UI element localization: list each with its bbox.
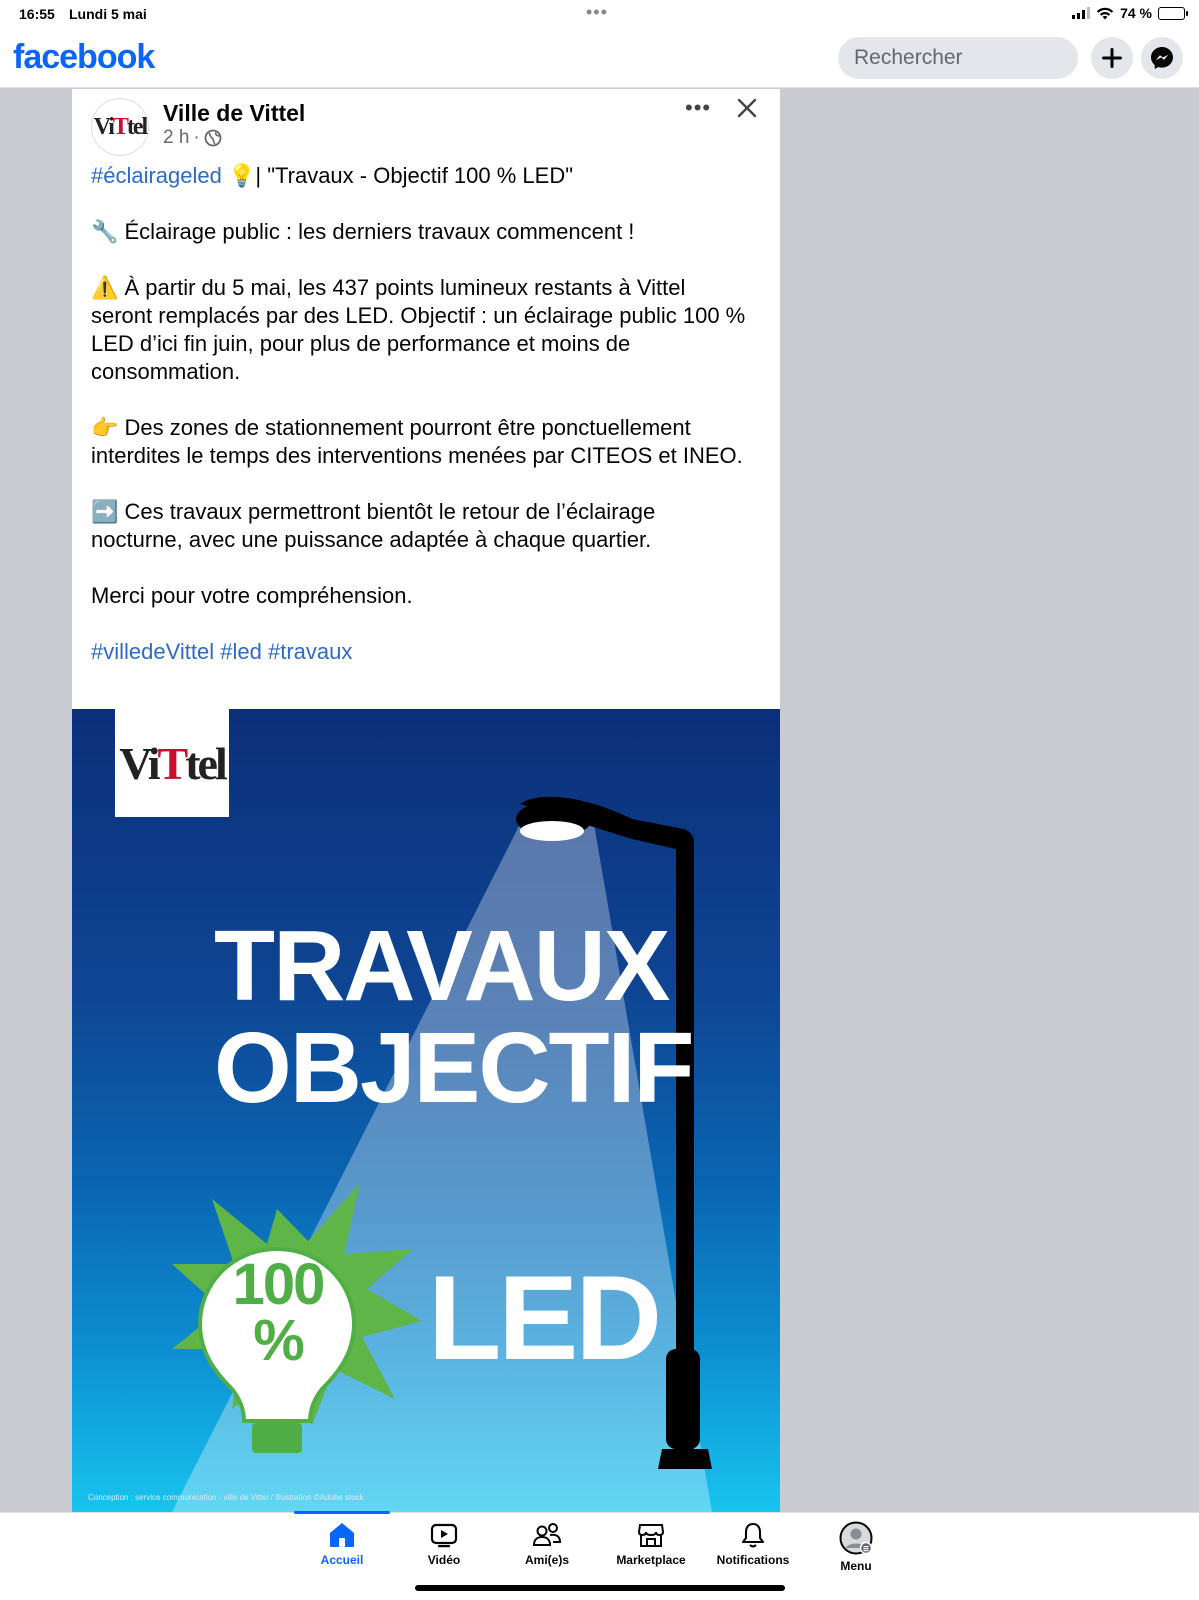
home-icon: [328, 1521, 356, 1549]
lamp-light: [520, 821, 584, 841]
cellular-signal-icon: [1072, 7, 1090, 19]
tab-menu[interactable]: [801, 1521, 911, 1573]
battery-percent: 74 %: [1120, 5, 1152, 21]
status-date: Lundi 5 mai: [69, 6, 147, 22]
page-name[interactable]: Ville de Vittel: [163, 100, 306, 126]
post-hashtags: [91, 638, 751, 666]
post-paragraph: Merci pour votre compréhension.: [91, 583, 413, 608]
marketplace-icon: [637, 1521, 665, 1549]
image-title-line1: TRAVAUX: [214, 910, 669, 1022]
post-card: [72, 89, 780, 1512]
tab-label: Notifications: [716, 1553, 790, 1567]
post-image[interactable]: [72, 709, 780, 1512]
post-time[interactable]: 2 h: [163, 127, 190, 148]
image-credit: Conception : service communication - ville de Vittel / Illustration ©Adobe stock: [88, 1493, 364, 1502]
hashtag-link[interactable]: #villedeVittel: [91, 639, 215, 664]
messenger-icon: [1149, 45, 1175, 71]
post-paragraph: ➡️ Ces travaux permettront bientôt le retour de l’éclairage nocturne, avec une puissance adaptée à chaque quartier.: [91, 499, 656, 552]
post-paragraph: ⚠️ À partir du 5 mai, les 437 points lumineux restants à Vittel seront remplacés par des LED. Objectif : un éclairage public 100 % LED d’ici fin juin, pour plus de performance et moins de consommation.: [91, 275, 746, 384]
tab-label: Marketplace: [616, 1553, 686, 1567]
post-paragraph: 🔧 Éclairage public : les derniers travaux commencent !: [91, 219, 635, 244]
post-title-line: #éclairageled 💡| "Travaux - Objectif 100 % LED": [91, 163, 574, 188]
tab-label: Menu: [840, 1559, 872, 1573]
multitasking-dots-icon[interactable]: •••: [586, 2, 608, 22]
app-header: [0, 28, 1199, 88]
hashtag-link[interactable]: #travaux: [267, 639, 353, 664]
wifi-icon: [1096, 7, 1114, 20]
bottom-tab-bar: [0, 1512, 1199, 1600]
messenger-button[interactable]: [1141, 37, 1183, 79]
vittel-logo: Vi T tel: [115, 709, 229, 817]
status-indicators: [1072, 5, 1185, 21]
image-title-line2: OBJECTIF: [214, 1012, 693, 1124]
search-input[interactable]: [838, 37, 1078, 79]
globe-icon: [204, 129, 222, 147]
tab-label: Vidéo: [427, 1553, 461, 1567]
bulb-percent-text: 100 %: [232, 1252, 324, 1373]
bell-icon: [739, 1521, 767, 1549]
pole-base: [666, 1349, 700, 1449]
hashtag-link[interactable]: #éclairageled: [91, 163, 222, 188]
image-led-text: LED: [428, 1251, 659, 1385]
post-meta: [163, 127, 222, 149]
tab-label: Ami(e)s: [524, 1553, 569, 1567]
hashtag-link[interactable]: #led: [220, 639, 262, 664]
battery-icon: [1158, 7, 1185, 20]
plus-icon: [1101, 47, 1123, 69]
friends-icon: [532, 1521, 562, 1549]
tab-video[interactable]: [389, 1521, 499, 1567]
bulb-base: [252, 1423, 302, 1453]
tab-notifications[interactable]: [698, 1521, 808, 1567]
active-tab-indicator: [294, 1511, 390, 1514]
video-icon: [430, 1521, 458, 1549]
create-button[interactable]: [1091, 37, 1133, 79]
page-avatar[interactable]: [91, 98, 149, 156]
home-indicator[interactable]: [415, 1585, 785, 1591]
tab-friends[interactable]: [492, 1521, 602, 1567]
more-options-button[interactable]: •••: [685, 95, 712, 120]
meta-separator: ·: [193, 127, 200, 148]
post-paragraph: 👉 Des zones de stationnement pourront être ponctuellement interdites le temps des interventions menées par CITEOS et INEO.: [91, 415, 743, 468]
avatar-logo-text: ViTtel: [93, 113, 147, 140]
tab-marketplace[interactable]: [596, 1521, 706, 1567]
close-button[interactable]: [736, 97, 758, 124]
status-time: 16:55: [19, 6, 55, 22]
post-body: [91, 162, 751, 694]
profile-avatar-icon: [839, 1521, 873, 1555]
facebook-logo[interactable]: facebook: [13, 38, 155, 76]
close-icon: [736, 97, 758, 119]
status-bar: [0, 0, 1199, 28]
tab-label: Accueil: [320, 1553, 364, 1567]
tab-accueil[interactable]: [287, 1521, 397, 1567]
